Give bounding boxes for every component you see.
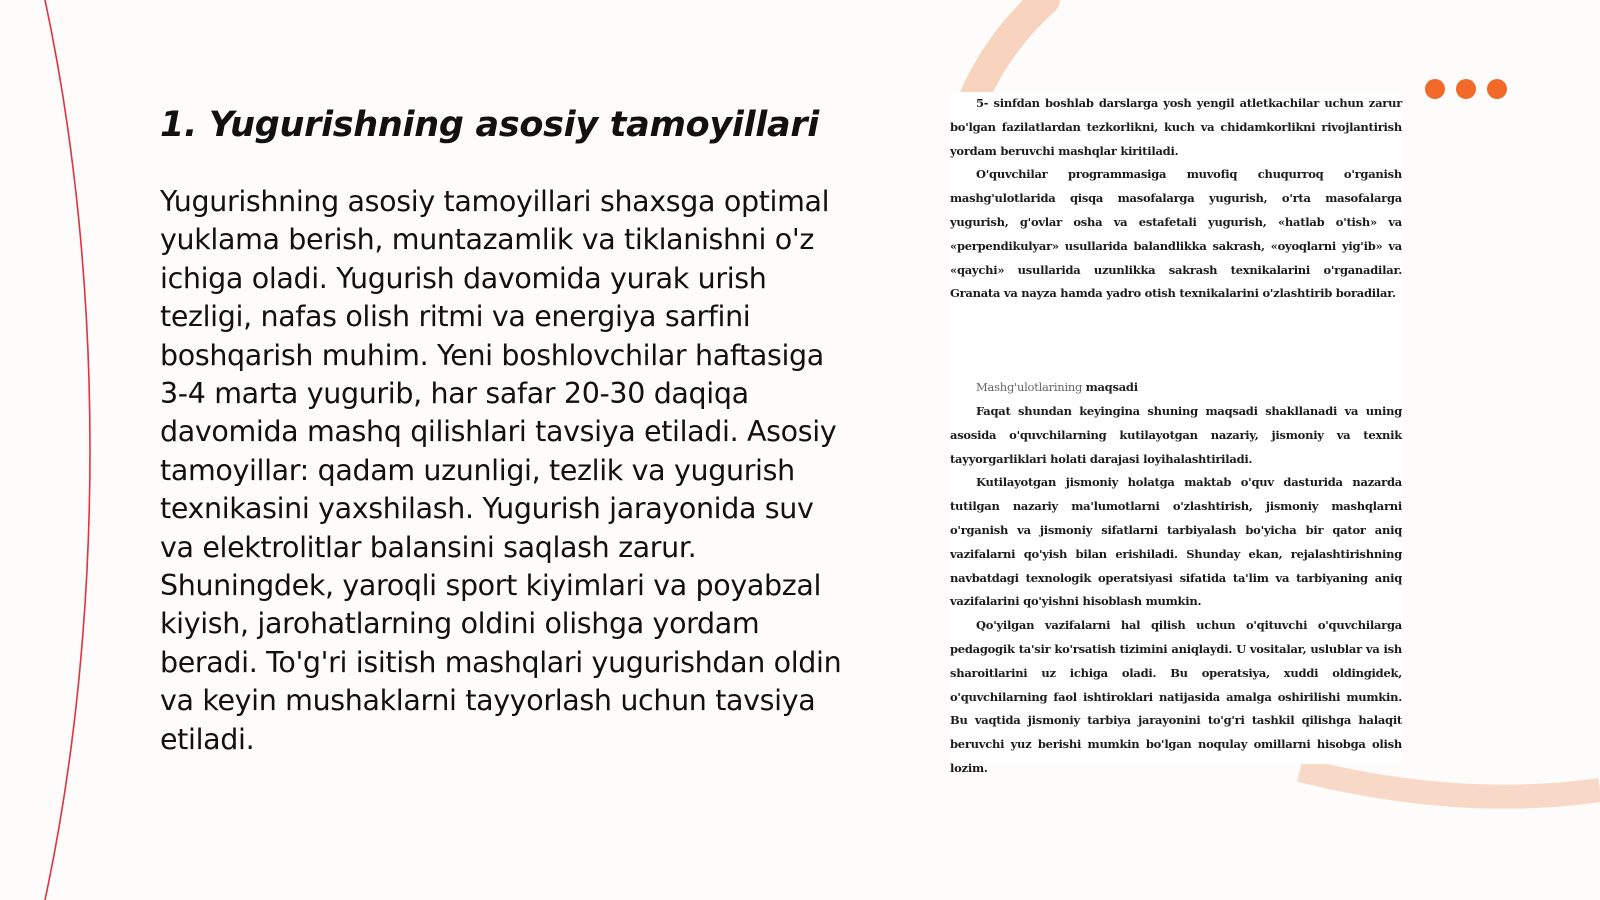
- slide-title: 1. Yugurishning asosiy tamoyillari: [160, 105, 819, 145]
- scan-paragraph: O'quvchilar programmasiga muvofiq chuqurroq o'rganish mashg'ulotlarida qisqa masofalarga yugurish, o'rta masofalarga yugurish, g'ovlar osha va estafetali yugurish, «hatlab o'tish» va «perpendikulyar» usullarida balandlikka sakrash, «oyoqlarni yig'ib» va «qaychi» usullarida uzunlikka sakrash texnikalarini o'rganadilar. Granata va nayza hamda yadro otish texnikalarini o'zlashtirib boradilar.: [950, 167, 1402, 301]
- scan-paragraph: Kutilayotgan jismoniy holatga maktab o'quv dasturida nazarda tutilgan nazariy ma'lumotlarni o'zlashtirish, jismoniy mashqlarni o'rganish va jismoniy sifatlarni tarbiyalash bo'yicha bir qator aniq vazifalarni qo'yish bilan erishiladi. Shunday ekan, rejalashtirishning navbatdagi texnologik operatsiyasi sifatida ta'lim va tarbiyaning aniq vazifalarini qo'yishni hisoblash mumkin.: [950, 475, 1402, 609]
- scan-paragraph: 5- sinfdan boshlab darslarga yosh yengil atletkachilar uchun zarur bo'lgan fazilatlardan tezkorlikni, kuch va chidamkorlikni rivojlantirish yordam beruvchi mashqlar kiritiladi.: [950, 96, 1402, 158]
- scan-paragraph: Faqat shundan keyingina shuning maqsadi shakllanadi va uning asosida o'quvchilarning kutilayotgan nazariy, jismoniy va texnik tayyorgarliklari holati darajasi loyihalashtiriladi.: [950, 403, 1402, 466]
- left-red-arc: [45, 0, 90, 900]
- scan-subheading-word: maqsadi: [1085, 380, 1138, 395]
- orange-dot: [1456, 79, 1476, 99]
- decorative-dots: [1425, 79, 1507, 99]
- orange-dot: [1425, 79, 1445, 99]
- scan-subheading-prefix: Mashg'ulotlarining: [976, 380, 1083, 395]
- scan-paragraph: Qo'yilgan vazifalarni hal qilish uchun o'qituvchi o'quvchilarga pedagogik ta'sir ko'rsatish tizimini aniqlaydi. U vositalar, uslublar va ish sharoitlarini uz ichiga oladi. Bu operatsiya, xuddi oldingidek, o'quvchilarning faol ishtiroklari natijasida amalga oshirilishi mumkin. Bu vaqtida jismoniy tarbiya jarayonini to'g'ri tashkil qilishga halaqit beruvchi yuz berishi mumkin bo'lgan noqulay omillarni hisobga olish lozim.: [950, 618, 1402, 775]
- scan-subheading: [950, 376, 1402, 400]
- slide-body-text: Yugurishning asosiy tamoyillari shaxsga optimal yuklama berish, muntazamlik va tiklanishni o'z ichiga oladi. Yugurish davomida yurak urish tezligi, nafas olish ritmi va energiya sarfini boshqarish muhim. Yeni boshlovchilar haftasiga 3-4 marta yugurib, har safar 20-30 daqiqa davomida mashq qilishlari tavsiya etiladi. Asosiy tamoyillar: qadam uzunligi, tezlik va yugurish texnikasini yaxshilash. Yugurish jarayonida suv va elektrolitlar balansini saqlash zarur. Shuningdek, yaroqli sport kiyimlari va poyabzal kiyish, jarohatlarning oldini olishga yordam beradi. To'g'ri isitish mashqlari yugurishdan oldin va keyin mushaklarni tayyorlash uchun tavsiya etiladi.: [160, 185, 842, 756]
- peach-top-stroke: [975, 0, 1045, 95]
- orange-dot: [1487, 79, 1507, 99]
- scanned-text-image: [950, 92, 1402, 775]
